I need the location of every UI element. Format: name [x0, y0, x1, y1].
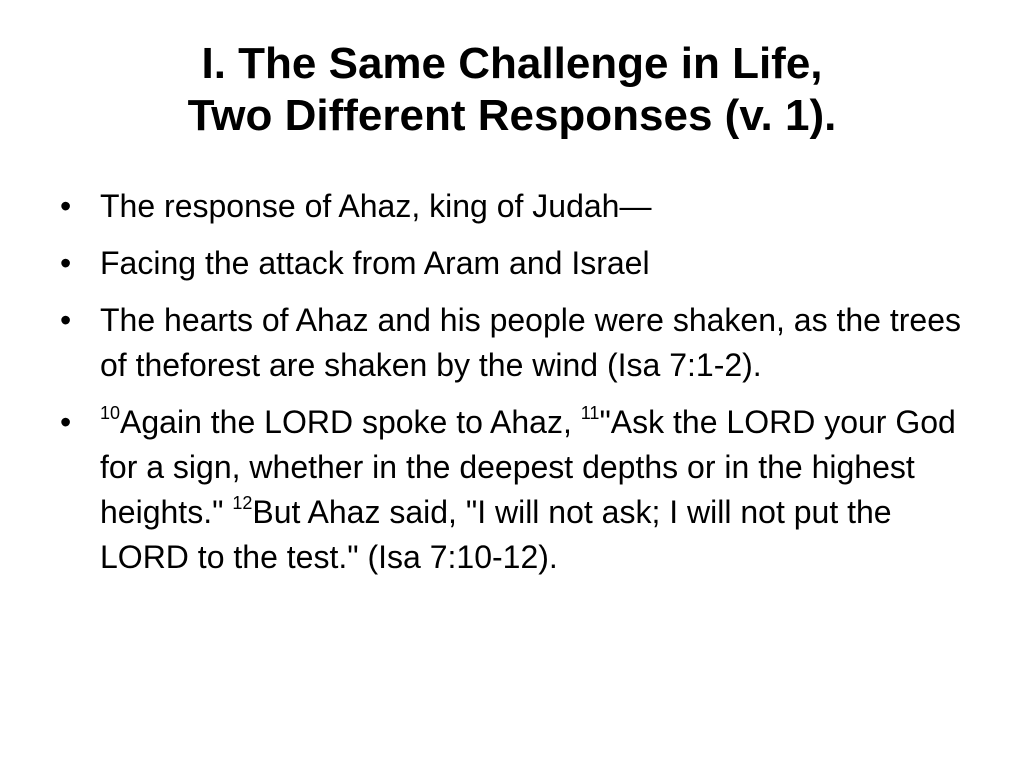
bullet-dot: •	[60, 404, 72, 440]
bullet-dot: •	[60, 302, 72, 338]
bullet-text: Facing the attack from Aram and Israel	[100, 245, 650, 281]
verse-11-text: "Ask the LORD your God for a sign, whether in the deepest depths or in the highest heights."	[100, 404, 956, 530]
bullet-item	[56, 298, 976, 388]
bullet-dot: •	[60, 188, 72, 224]
title-line-1: I. The Same Challenge in Life,	[201, 39, 823, 88]
verse-number-11: 11	[580, 403, 600, 423]
title-line-2: Two Different Responses (v. 1).	[187, 91, 837, 140]
verse-10-text: Again the LORD spoke to Ahaz,	[120, 404, 581, 440]
verse-number-12: 12	[232, 493, 253, 513]
verse-number-10: 10	[100, 403, 121, 423]
bullet-dot: •	[60, 245, 72, 281]
bullet-item-quote	[56, 400, 976, 580]
bullet-item	[56, 184, 976, 229]
slide-title	[40, 38, 984, 142]
bullet-list	[56, 184, 976, 592]
bullet-text: The response of Ahaz, king of Judah—	[100, 188, 652, 224]
bullet-item	[56, 241, 976, 286]
verse-12-text: But Ahaz said, "I will not ask; I will not put the LORD to the test." (Isa 7:10-12).	[100, 494, 892, 575]
bullet-text: The hearts of Ahaz and his people were shaken, as the trees of theforest are shaken by the wind (Isa 7:1-2).	[100, 302, 961, 383]
